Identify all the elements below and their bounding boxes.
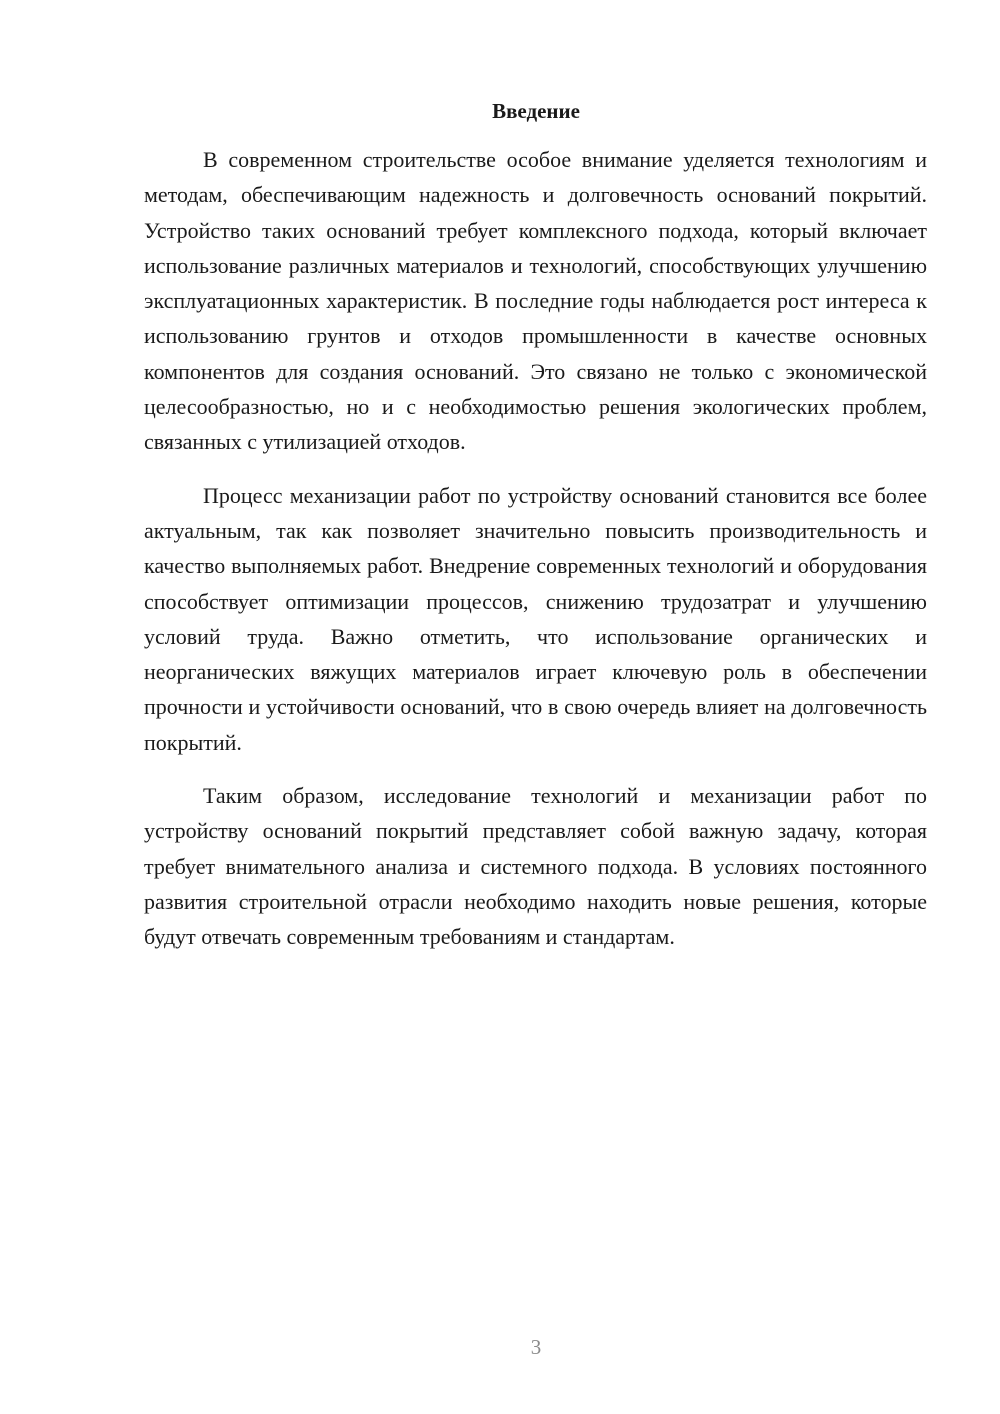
paragraph-2: Процесс механизации работ по устройству оснований становится все более актуальным, так как позволяет значительно повысить производительность и качество выполняемых работ. Внедрение современных технологий и оборудования способствует оптимизации процессов, снижению трудозатрат и улучшению условий труда. Важно отметить, что использование органических и неорганических вяжущих материалов играет ключевую роль в обеспечении прочности и устойчивости оснований, что в свою очередь влияет на долговечность покрытий. (144, 482, 927, 755)
body-text (144, 142, 927, 973)
paragraph-1: В современном строительстве особое внимание уделяется технологиям и методам, обеспечивающим надежность и долговечность оснований покрытий. Устройство таких оснований требует комплексного подхода, который включает использование различных материалов и технологий, способствующих улучшению эксплуатационных характеристик. В последние годы наблюдается рост интереса к использованию грунтов и отходов промышленности в качестве основных компонентов для создания оснований. Это связано не только с экономической целесообразностью, но и с необходимостью решения экологических проблем, связанных с утилизацией отходов. (144, 147, 927, 455)
section-heading: Введение (492, 99, 580, 123)
paragraph-3: Таким образом, исследование технологий и механизации работ по устройству оснований покрытий представляет собой важную задачу, которая требует внимательного анализа и системного подхода. В условиях постоянного развития строительной отрасли необходимо находить новые решения, которые будут отвечать современным требованиям и стандартам. (144, 783, 927, 950)
page-number: 3 (530, 1335, 542, 1359)
